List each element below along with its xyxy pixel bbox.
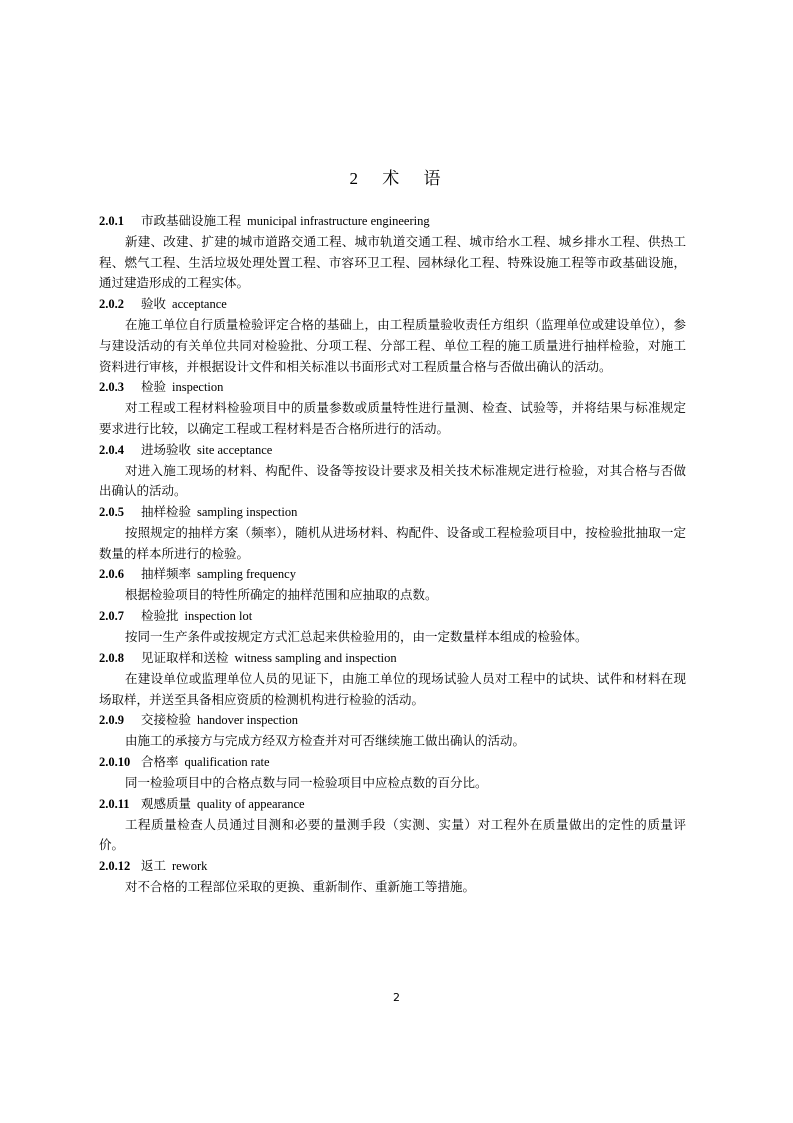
term-definition: 同一检验项目中的合格点数与同一检验项目中应检点数的百分比。 <box>125 775 488 790</box>
term-chinese: 进场验收 <box>141 442 192 457</box>
term-english: quality of appearance <box>197 796 305 811</box>
chapter-title <box>0 168 793 190</box>
term-entry <box>99 856 686 898</box>
term-number: 2.0.10 <box>99 754 131 769</box>
term-definition: 由施工的承接方与完成方经双方检查并对可否继续施工做出确认的活动。 <box>125 734 526 749</box>
term-heading <box>99 856 686 877</box>
term-english: rework <box>172 859 208 874</box>
term-number: 2.0.8 <box>99 650 124 665</box>
term-number: 2.0.5 <box>99 505 124 520</box>
term-definition: 在施工单位自行质量检验评定合格的基础上，由工程质量验收责任方组织（监理单位或建设单位），参与建设活动的有关单位共同对检验批、分项工程、分部工程、单位工程的施工质量进行抽样检验，对施工资料进行审核，并根据设计文件和相关标准以书面形式对工程质量合格与否做出确认的活动。 <box>99 318 686 374</box>
term-number: 2.0.12 <box>99 859 131 874</box>
term-english: inspection <box>172 380 224 395</box>
term-definition: 对进入施工现场的材料、构配件、设备等按设计要求及相关技术标准规定进行检验，对其合格与否做出确认的活动。 <box>99 463 686 499</box>
term-entry <box>99 440 686 502</box>
term-entry <box>99 564 686 606</box>
term-number: 2.0.2 <box>99 297 124 312</box>
term-english: site acceptance <box>197 442 273 457</box>
term-number: 2.0.6 <box>99 567 124 582</box>
term-entry <box>99 606 686 648</box>
term-chinese: 检验 <box>141 380 167 395</box>
term-heading <box>99 648 686 669</box>
term-heading <box>99 794 686 815</box>
term-entry <box>99 502 686 564</box>
term-chinese: 交接检验 <box>141 713 192 728</box>
term-heading <box>99 564 686 585</box>
term-english: witness sampling and inspection <box>234 650 397 665</box>
chapter-name: 术 语 <box>382 169 444 188</box>
term-definition: 对不合格的工程部位采取的更换、重新制作、重新施工等措施。 <box>125 880 476 895</box>
term-definition: 新建、改建、扩建的城市道路交通工程、城市轨道交通工程、城市给水工程、城乡排水工程、供热工程、燃气工程、生活垃圾处理处置工程、市容环卫工程、园林绿化工程、特殊设施工程等市政基础设施，通过建造形成的工程实体。 <box>99 235 686 291</box>
term-english: inspection lot <box>184 609 253 624</box>
terms-list <box>99 211 686 898</box>
term-entry <box>99 752 686 794</box>
term-heading <box>99 440 686 461</box>
term-heading <box>99 294 686 315</box>
term-english: acceptance <box>172 297 227 312</box>
term-number: 2.0.7 <box>99 609 124 624</box>
term-definition: 按照规定的抽样方案（频率），随机从进场材料、构配件、设备或工程检验项目中，按检验批抽取一定数量的样本所进行的检验。 <box>99 526 686 561</box>
term-chinese: 返工 <box>141 859 167 874</box>
term-definition: 根据检验项目的特性所确定的抽样范围和应抽取的点数。 <box>125 588 438 603</box>
term-english: sampling inspection <box>197 505 298 520</box>
page-number: 2 <box>393 991 400 1004</box>
term-heading <box>99 211 686 232</box>
term-heading <box>99 502 686 523</box>
term-number: 2.0.4 <box>99 442 124 457</box>
term-chinese: 观感质量 <box>141 796 192 811</box>
term-chinese: 见证取样和送检 <box>141 650 229 665</box>
term-definition: 在建设单位或监理单位人员的见证下，由施工单位的现场试验人员对工程中的试块、试件和材料在现场取样，并送至具备相应资质的检测机构进行检验的活动。 <box>99 671 686 707</box>
term-heading <box>99 606 686 627</box>
term-number: 2.0.3 <box>99 380 124 395</box>
term-chinese: 检验批 <box>141 609 179 624</box>
term-entry <box>99 211 686 294</box>
term-english: qualification rate <box>184 754 270 769</box>
term-entry <box>99 794 686 856</box>
term-definition: 工程质量检查人员通过目测和必要的量测手段（实测、实量）对工程外在质量做出的定性的质量评价。 <box>99 817 686 853</box>
term-number: 2.0.1 <box>99 214 124 228</box>
chapter-number: 2 <box>349 169 361 188</box>
term-chinese: 抽样检验 <box>141 505 192 520</box>
term-chinese: 合格率 <box>141 754 179 769</box>
term-english: handover inspection <box>197 713 299 728</box>
term-number: 2.0.11 <box>99 796 130 811</box>
term-definition: 按同一生产条件或按规定方式汇总起来供检验用的，由一定数量样本组成的检验体。 <box>125 630 588 645</box>
term-chinese: 验收 <box>141 297 167 312</box>
term-chinese: 抽样频率 <box>141 567 192 582</box>
term-entry <box>99 648 686 710</box>
term-entry <box>99 710 686 752</box>
term-entry <box>99 294 686 377</box>
term-heading <box>99 752 686 773</box>
term-english: municipal infrastructure engineering <box>247 214 430 228</box>
term-heading <box>99 710 686 731</box>
term-definition: 对工程或工程材料检验项目中的质量参数或质量特性进行量测、检查、试验等，并将结果与标准规定要求进行比较，以确定工程或工程材料是否合格所进行的活动。 <box>99 401 686 436</box>
term-entry <box>99 377 686 439</box>
term-heading <box>99 377 686 398</box>
term-number: 2.0.9 <box>99 713 124 728</box>
term-english: sampling frequency <box>197 567 296 582</box>
term-chinese: 市政基础设施工程 <box>141 214 242 228</box>
